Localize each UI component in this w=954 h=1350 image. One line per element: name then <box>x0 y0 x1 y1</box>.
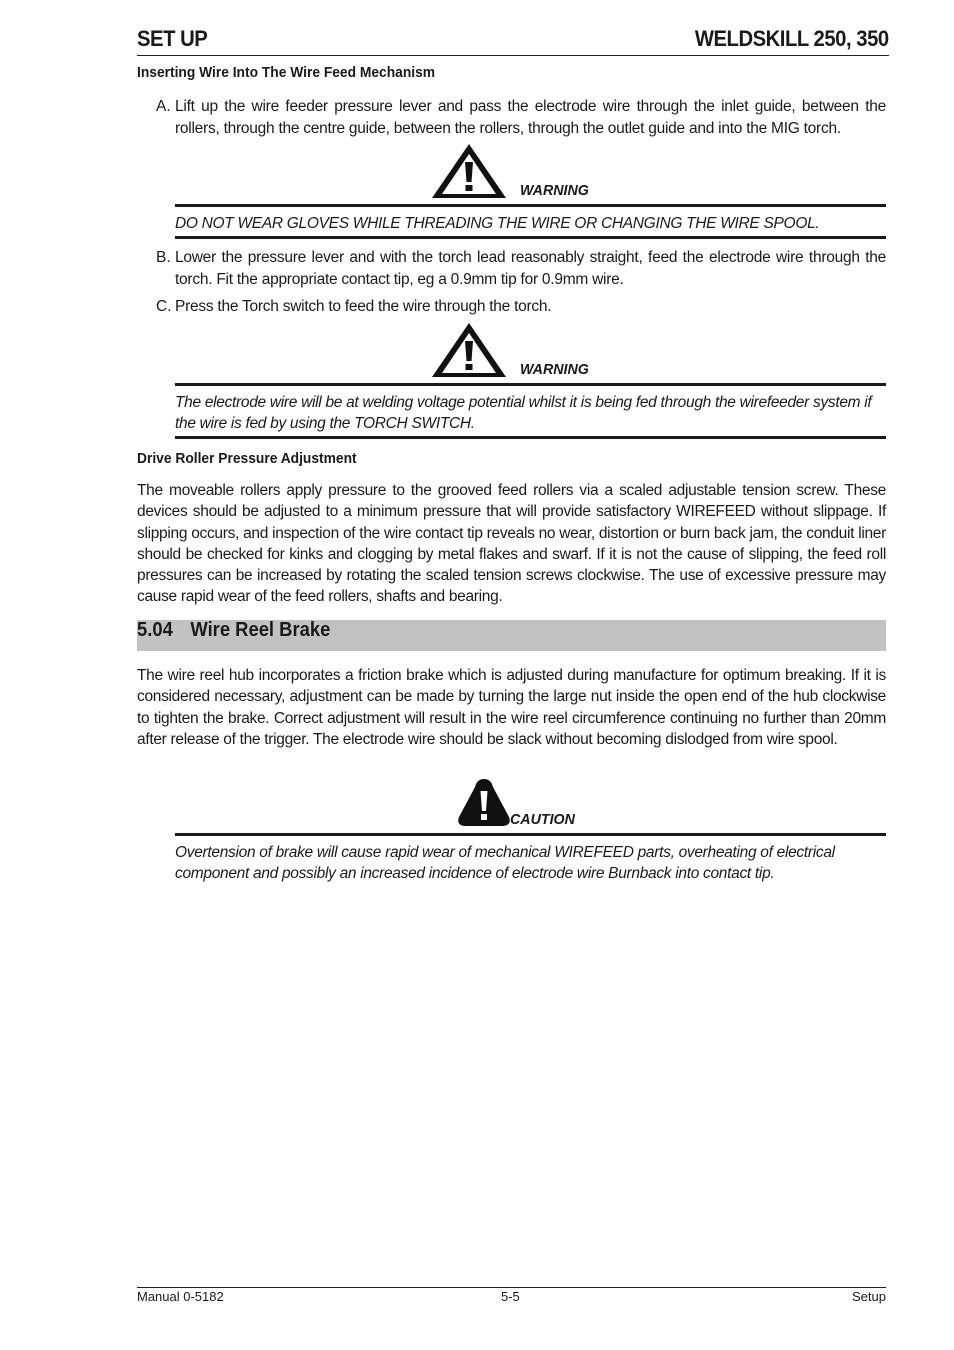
page-footer <box>137 1287 886 1308</box>
caution-box <box>175 771 886 886</box>
step-text: Lift up the wire feeder pressure lever and pass the electrode wire through the inlet guide, between the rollers, through the centre guide, between the rollers, through the outlet guide and into the MIG torch. <box>175 98 886 137</box>
step-c <box>137 296 886 318</box>
step-a <box>137 96 886 139</box>
warning-text: The electrode wire will be at welding voltage potential whilst it is being fed through the wirefeeder system if the wire is fed by using the TORCH SWITCH. <box>175 394 872 432</box>
caution-label: CAUTION <box>510 811 575 828</box>
step-letter: A. <box>156 98 171 115</box>
warning-text: DO NOT WEAR GLOVES WHILE THREADING THE WIRE OR CHANGING THE WIRE SPOOL. <box>175 215 820 232</box>
section-number: 5.04 <box>137 619 173 641</box>
section-heading <box>137 620 330 641</box>
drive-roller-paragraph: The moveable rollers apply pressure to the grooved feed rollers via a scaled adjustable tension screw. These devices should be adjusted to a minimum pressure that will provide satisfactory WIREFEED without slippage. If slipping occurs, and inspection of the wire contact tip reveals no wear, distortion or burn back jam, the conduit liner should be checked for kinks and clogging by metal flakes and swarf. If it is not the cause of slipping, the feed roll pressures can be increased by rotating the scaled tension screws clockwise. The use of excessive pressure may cause rapid wear of the feed rollers, shafts and bearing. <box>137 482 886 606</box>
warning-triangle-icon <box>430 321 508 379</box>
header-section-title: SET UP <box>137 26 208 51</box>
warning-label: WARNING <box>520 361 589 378</box>
warning-box-gloves <box>175 142 886 239</box>
warning-label: WARNING <box>520 182 589 199</box>
header-product-title: WELDSKILL 250, 350 <box>695 26 889 51</box>
wire-reel-brake-paragraph: The wire reel hub incorporates a friction brake which is adjusted during manufacture for optimum breaking. If it is considered necessary, adjustment can be made by turning the large nut inside the open end of the hub clockwise to tighten the brake. Correct adjustment will result in the wire reel circumference continuing no further than 20mm after release of the trigger. The electrode wire should be slack without becoming dislodged from wire spool. <box>137 667 886 748</box>
warning-triangle-icon <box>430 142 508 200</box>
warning-rule-bottom <box>175 236 886 239</box>
step-letter: B. <box>156 249 171 266</box>
footer-page-number: 5-5 <box>501 1289 520 1304</box>
footer-manual-number: Manual 0-5182 <box>137 1289 224 1304</box>
step-b <box>137 247 886 290</box>
warning-rule-bottom <box>175 436 886 439</box>
step-letter: C. <box>156 298 172 315</box>
page-header <box>137 26 889 56</box>
step-text: Press the Torch switch to feed the wire through the torch. <box>175 298 552 315</box>
footer-section-name: Setup <box>852 1289 886 1304</box>
manual-page <box>137 0 889 1350</box>
inserting-wire-heading: Inserting Wire Into The Wire Feed Mechanism <box>137 64 436 81</box>
section-title: Wire Reel Brake <box>190 619 331 641</box>
warning-box-voltage <box>175 321 886 439</box>
caution-text: Overtension of brake will cause rapid wear of mechanical WIREFEED parts, overheating of electrical component and possibly an increased incidence of electrode wire Burnback into contact tip. <box>175 844 835 882</box>
section-heading-bar <box>137 620 886 651</box>
drive-roller-heading: Drive Roller Pressure Adjustment <box>137 450 357 467</box>
step-text: Lower the pressure lever and with the torch lead reasonably straight, feed the electrode wire through the torch. Fit the appropriate contact tip, eg a 0.9mm tip for 0.9mm wire. <box>175 249 886 288</box>
